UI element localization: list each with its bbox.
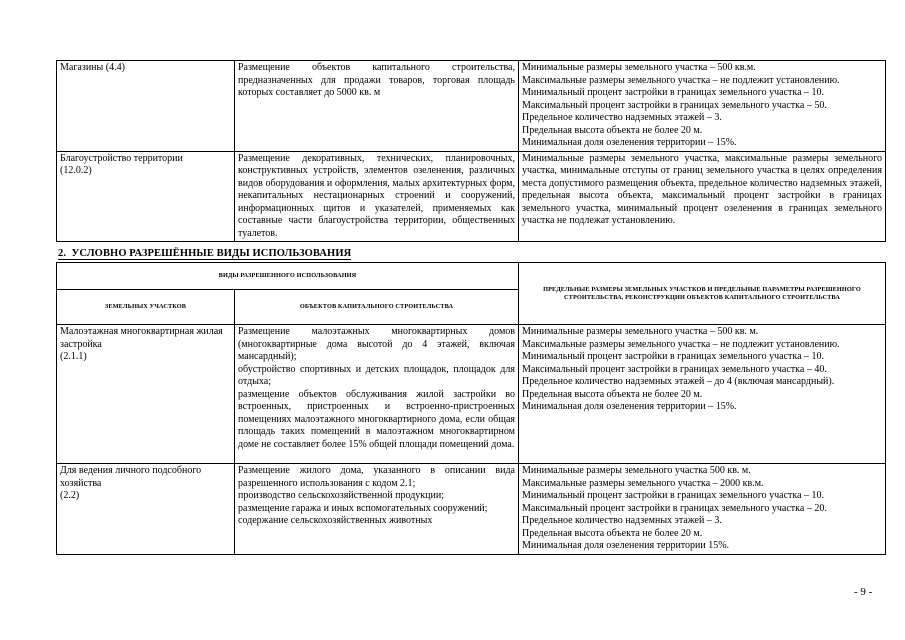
use-type-cell [57,325,235,464]
limit-line: Предельная высота объекта не более 20 м. [522,388,703,400]
use-type-name: Благоустройство территории [60,152,183,164]
limit-line: Предельное количество надземных этажей – до 4 (включая мансардный). [522,376,835,387]
table-header-row [57,263,886,290]
header-land-cell [57,290,235,325]
header-objects-cell [235,290,519,325]
description-text: размещение объектов обслуживания жилой застройки во встроенных, пристроенных и встроенно-пристроенных помещениях малоэтажного многоквартирного дома, если общая площадь таких помещений в малоэтажном многоквартирном доме не составляет более 15% общей площади помещений дома. [238,388,515,450]
section-number: 2. [58,248,67,259]
limit-line: Максимальные размеры земельного участка – не подлежит установлению. [522,338,840,350]
header-land-label: ЗЕМЕЛЬНЫХ УЧАСТКОВ [104,303,187,310]
table-row [57,325,886,464]
table-row [57,151,886,242]
limit-line: Минимальная доля озеленения территории – 15%. [522,401,737,412]
use-type-code: (12.0.2) [60,165,92,176]
description-cell [235,325,519,464]
use-type-cell [57,464,235,555]
use-type-name: Малоэтажная многоквартирная жилая застройка [60,326,223,350]
header-limits-cell [519,263,886,325]
table-row [57,464,886,555]
limit-line: Предельная высота объекта не более 20 м. [522,527,703,539]
limit-text: Минимальные размеры земельного участка, максимальные размеры земельного участка, минимальные отступы от границ земельного участка в целях определения места допустимого размещения объекта, предельное количество надземных этажей, предельная высота объекта, максимальный процент застройки в границах земельного участка, минимальный процент озеленения в границах земельного участка не подлежат установлению. [522,152,882,226]
section-heading: УСЛОВНО РАЗРЕШЁННЫЕ ВИДЫ ИСПОЛЬЗОВАНИЯ [71,248,352,259]
use-type-code: (2.2) [60,490,80,501]
limit-line: Максимальные размеры земельного участка – 2000 кв.м. [522,477,764,489]
limit-line: Максимальные размеры земельного участка – не подлежит установлению. [522,74,840,86]
section-title [58,248,351,259]
description-text: Размещение малоэтажных многоквартирных домов (многоквартирные дома высотой до 4 этажей, включая мансардный); [238,326,515,362]
description-text: Размещение объектов капитального строительства, предназначенных для продажи товаров, торговая площадь которых составляет до 5000 кв. м [238,62,515,98]
description-cell [235,151,519,242]
description-text: Размещение декоративных, технических, планировочных, конструктивных устройств, элементов озеленения, различных видов оборудования и оформления, малых архитектурных форм, некапитальных нестационарных строений и сооружений, информационных щитов и указателей, применяемых как составные части благоустройства территории, общественных туалетов. [238,152,515,239]
limit-line: Предельная высота объекта не более 20 м. [522,124,703,136]
table-row [57,61,886,152]
use-type-cell [57,61,235,152]
limit-line: Минимальная доля озеленения территории 15%. [522,540,730,551]
limit-line: Минимальная доля озеленения территории – 15%. [522,137,737,148]
use-type-code: (2.1.1) [60,351,87,362]
description-text: Размещение жилого дома, указанного в описании вида разрешенного использования с кодом 2.1; [238,465,515,489]
header-objects-label: ОБЪЕКТОВ КАПИТАЛЬНОГО СТРОИТЕЛЬСТВА [299,303,454,310]
description-cell [235,464,519,555]
limit-line: Минимальный процент застройки в границах земельного участка – 10. [522,87,825,98]
description-text: обустройство спортивных и детских площадок, площадок для отдыха; [238,363,515,387]
header-limits-label: ПРЕДЕЛЬНЫЕ РАЗМЕРЫ ЗЕМЕЛЬНЫХ УЧАСТКОВ И ПРЕДЕЛЬНЫЕ ПАРАМЕТРЫ РАЗРЕШЕННОГО СТРОИТЕЛЬСТВА, РЕКОНСТРУКЦИИ ОБЪЕКТОВ КАПИТАЛЬНОГО СТРОИТЕЛЬСТВА [543,285,861,301]
description-text: размещение гаража и иных вспомогательных сооружений; [238,502,488,514]
limits-cell [519,61,886,152]
limit-line: Максимальный процент застройки в границах земельного участка – 20. [522,502,827,514]
limit-line: Минимальные размеры земельного участка – 500 кв. м. [522,326,759,337]
use-type-name: Для ведения личного подсобного хозяйства [60,465,202,489]
description-text: производство сельскохозяйственной продукции; [238,490,444,501]
land-use-table-main [56,60,886,242]
limit-line: Минимальный процент застройки в границах земельного участка – 10. [522,351,825,362]
limits-cell [519,151,886,242]
limit-line: Минимальные размеры земельного участка – 500 кв.м. [522,62,756,73]
description-cell [235,61,519,152]
limit-line: Предельное количество надземных этажей – 3. [522,112,722,123]
header-group-cell [57,263,519,290]
limit-line: Максимальный процент застройки в границах земельного участка – 40. [522,363,827,375]
description-text: содержание сельскохозяйственных животных [238,515,433,526]
header-group-label: ВИДЫ РАЗРЕШЕННОГО ИСПОЛЬЗОВАНИЯ [218,272,357,279]
conditional-use-table [56,262,886,555]
limit-line: Предельное количество надземных этажей – 3. [522,515,722,526]
use-type-name: Магазины (4.4) [60,62,125,73]
page-number: - 9 - [854,586,873,598]
limit-line: Минимальный процент застройки в границах земельного участка – 10. [522,490,825,501]
limits-cell [519,464,886,555]
limit-line: Минимальные размеры земельного участка 500 кв. м. [522,465,751,476]
limits-cell [519,325,886,464]
limit-line: Максимальный процент застройки в границах земельного участка – 50. [522,99,827,111]
use-type-cell [57,151,235,242]
